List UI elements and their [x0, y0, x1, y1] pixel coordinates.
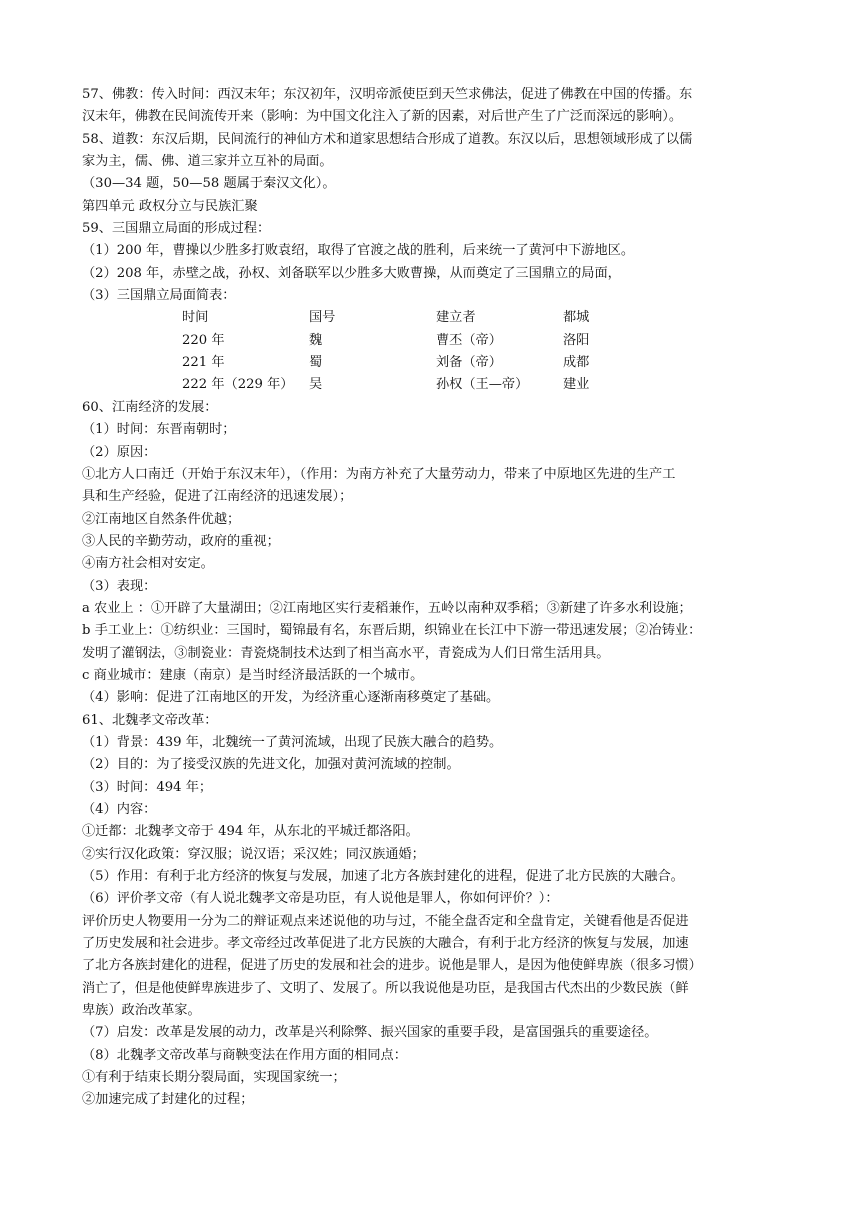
text-line: ①迁都：北魏孝文帝于 494 年，从东北的平城迁都洛阳。 [82, 824, 419, 840]
text-line: （1）背景：439 年，北魏统一了黄河流域，出现了民族大融合的趋势。 [82, 734, 503, 750]
table-cell: 222 年（229 年） [182, 377, 294, 393]
text-block-top [82, 84, 782, 307]
table-cell: 建业 [563, 377, 590, 393]
text-block-bottom [82, 397, 782, 1112]
text-line: ②实行汉化政策：穿汉服；说汉语；采汉姓；同汉族通婚； [82, 846, 425, 862]
text-line: 评价历史人物要用一分为二的辩证观点来述说他的功与过，不能全盘否定和全盘肯定，关键看他是否促进 [82, 913, 689, 929]
text-line: 具和生产经验，促进了江南经济的迅速发展）； [82, 489, 353, 505]
table-cell: 曹丕（帝） [436, 332, 502, 348]
table-header-cell: 时间 [182, 310, 209, 326]
text-line: ①北方人口南迁（开始于东汉末年），（作用：为南方补充了大量劳动力，带来了中原地区先进的生产工 [82, 466, 676, 482]
text-line: （4）内容： [82, 802, 157, 817]
table-cell: 孙权（王—帝） [436, 377, 529, 393]
text-line: （7）启发：改革是发展的动力，改革是兴利除弊、振兴国家的重要手段，是富国强兵的重要途径。 [82, 1025, 658, 1041]
text-line: （4）影响：促进了江南地区的开发，为经济重心逐渐南移奠定了基础。 [82, 690, 500, 706]
text-line: ②加速完成了封建化的过程； [82, 1092, 254, 1108]
text-line: c 商业城市：建康（南京）是当时经济最活跃的一个城市。 [82, 667, 424, 683]
text-line: （3）三国鼎立局面简表： [82, 288, 236, 304]
table-cell: 220 年 [182, 332, 225, 348]
table-row [182, 374, 782, 396]
text-line: （2）208 年，赤壁之战，孙权、刘备联军以少胜多大败曹操，从而奠定了三国鼎立的局面， [82, 265, 621, 281]
text-line: ④南方社会相对安定。 [82, 556, 214, 572]
text-line: （1）200 年，曹操以少胜多打败袁绍，取得了官渡之战的胜利，后来统一了黄河中下游地区。 [82, 243, 635, 259]
table-cell: 蜀 [309, 355, 323, 371]
table-header-row [182, 307, 782, 329]
text-line: a 农业上 ：①开辟了大量湖田；②江南地区实行麦稻兼作，五岭以南种双季稻；③新建了许多水利设施； [82, 600, 692, 616]
text-line: 汉末年，佛教在民间流传开来（影响：为中国文化注入了新的因素，对后世产生了广泛而深远的影响）。 [82, 109, 683, 125]
text-line: ①有利于结束长期分裂局面，实现国家统一； [82, 1070, 346, 1086]
text-line: 58、道教：东汉后期，民间流行的神仙方术和道家思想结合形成了道教。东汉以后，思想领域形成了以儒 [82, 131, 693, 147]
document-page [82, 84, 782, 1112]
table-cell: 洛阳 [563, 332, 590, 348]
text-line: （3）时间：494 年； [82, 779, 213, 795]
text-line: 了北方各族封建化的进程，促进了历史的发展和社会的进步。说他是罪人，是因为他使鲜卑族（很多习惯） [82, 958, 702, 974]
table-row [182, 352, 782, 374]
table-row [182, 330, 782, 352]
text-line: （30—34 题，50—58 题属于秦汉文化）。 [82, 176, 336, 192]
unit-heading: 第四单元 政权分立与民族汇聚 [82, 198, 258, 214]
text-line: 发明了灌钢法，③制瓷业：青瓷烧制技术达到了相当高水平，青瓷成为人们日常生活用具。 [82, 645, 610, 661]
table-cell: 221 年 [182, 355, 225, 371]
text-line: ②江南地区自然条件优越； [82, 511, 241, 527]
text-line: 了历史发展和社会进步。孝文帝经过改革促进了北方民族的大融合，有利于北方经济的恢复与发展，加速 [82, 936, 689, 952]
text-line: （6）评价孝文帝（有人说北魏孝文帝是功臣，有人说他是罪人，你如何评价？）： [82, 891, 559, 907]
text-line: 60、江南经济的发展： [82, 399, 218, 415]
text-line: （3）表现： [82, 578, 157, 594]
table-header-cell: 建立者 [436, 310, 476, 326]
table-cell: 魏 [309, 332, 323, 348]
three-kingdoms-table [182, 307, 782, 396]
text-line: （1）时间：东晋南朝时； [82, 422, 236, 438]
text-line: （5）作用：有利于北方经济的恢复与发展，加速了北方各族封建化的进程，促进了北方民族的大融合。 [82, 869, 684, 885]
text-line: （8）北魏孝文帝改革与商鞅变法在作用方面的相同点： [82, 1047, 407, 1063]
text-line: 家为主，儒、佛、道三家并立互补的局面。 [82, 154, 333, 170]
text-line: 卑族）政治改革家。 [82, 1003, 201, 1019]
text-line: 59、三国鼎立局面的形成过程： [82, 221, 271, 237]
text-line: b 手工业上：①纺织业：三国时，蜀锦最有名，东晋后期，织锦业在长江中下游一带迅速发展；②冶铸业： [82, 623, 702, 639]
text-line: 57、佛教：传入时间：西汉末年；东汉初年，汉明帝派使臣到天竺求佛法，促进了佛教在中国的传播。东 [82, 87, 693, 102]
text-line: 消亡了，但是他使鲜卑族进步了、文明了、发展了。所以我说他是功臣，是我国古代杰出的少数民族（鲜 [82, 980, 689, 996]
text-line: ③人民的辛勤劳动，政府的重视； [82, 533, 280, 549]
text-line: （2）原因： [82, 444, 157, 460]
text-line: 61、北魏孝文帝改革： [82, 712, 218, 728]
table-cell: 成都 [563, 355, 590, 371]
table-cell: 刘备（帝） [436, 355, 502, 371]
table-header-cell: 国号 [309, 310, 336, 326]
table-header-cell: 都城 [563, 310, 590, 326]
table-cell: 吴 [309, 377, 323, 393]
text-line: （2）目的：为了接受汉族的先进文化，加强对黄河流域的控制。 [82, 757, 460, 773]
